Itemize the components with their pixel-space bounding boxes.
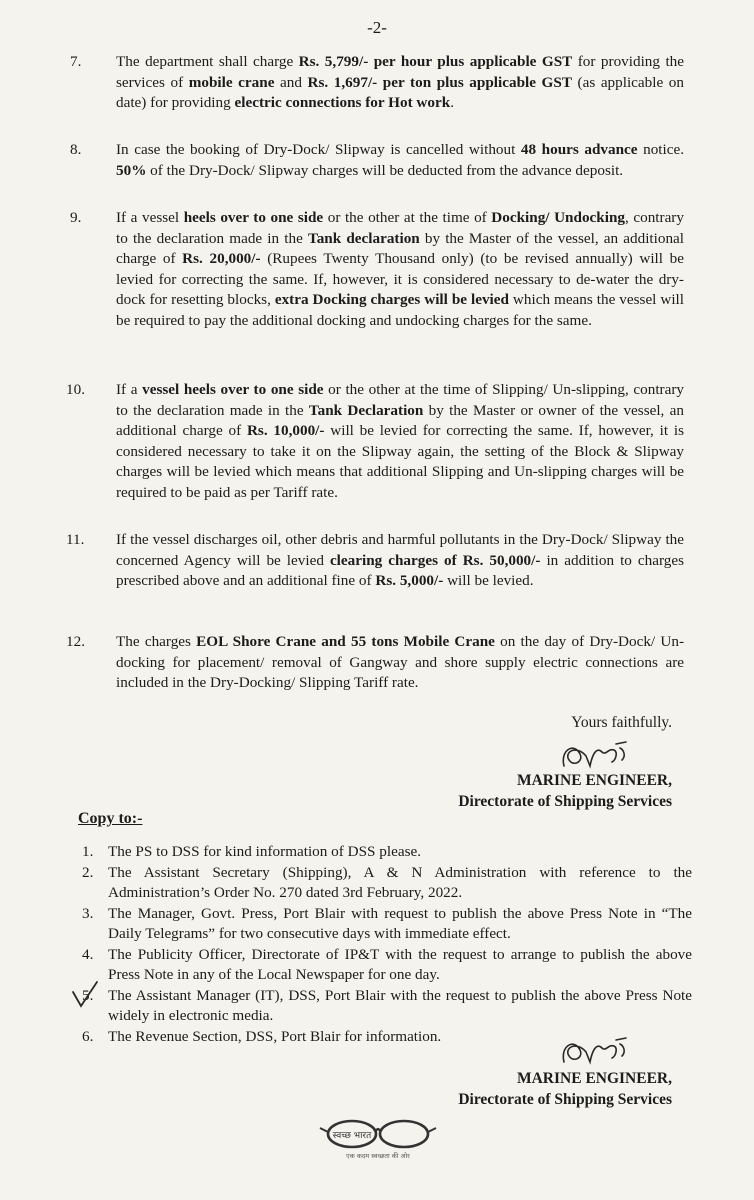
signatory-title: MARINE ENGINEER, [516, 1070, 672, 1087]
text-run: notice. [637, 141, 685, 158]
copy-item-text: The Assistant Secretary (Shipping), A & N Administration with reference to the Administration’s Order No. 270 dated 3rd February, 2022. [108, 863, 692, 901]
bold-text: Rs. 20,000/- [182, 250, 261, 267]
bold-text: 48 hours advance [520, 141, 638, 158]
copy-item [82, 842, 692, 863]
logo-caption: एक कदम स्वच्छता की ओर [346, 1152, 410, 1160]
text-run: In case the booking of Dry-Dock/ Slipway is cancelled without [116, 141, 521, 158]
text-run: , contrary to the declaration made in the [116, 209, 684, 247]
bold-text: Rs. 1,697/- per ton plus applicable GST [307, 73, 572, 91]
paragraph-12 [66, 632, 684, 694]
swachh-bharat-logo [318, 1118, 438, 1165]
paragraph-text [84, 140, 684, 181]
page-number: -2- [367, 18, 387, 37]
bold-text: 50% [116, 161, 147, 179]
text-run: If a [116, 381, 143, 398]
bold-text: Rs. 5,000/- [375, 572, 444, 589]
text-run: will be levied for correcting the same. If, however, it is considered necessary to take it on the Slipway again, the setting of the Block & Slipway charges will be levied which means that additional Slipping and Un-slipping charges will be required to be paid as per Tariff rate. [116, 422, 684, 501]
copy-item-number: 2. [82, 863, 94, 881]
paragraph-text [84, 208, 684, 331]
text-run: or the other at the time of [323, 209, 492, 226]
bold-text: clearing charges of Rs. 50,000/- [329, 551, 541, 569]
text-run: on the day of Dry-Dock/ Un-docking for placement/ removal of Gangway and shore supply electric connections are included in the Dry-Docking/ Slipping Tariff rate. [116, 633, 684, 691]
copy-item-number: 1. [82, 843, 94, 860]
text-run: The charges [116, 633, 197, 650]
paragraph-10 [66, 380, 684, 503]
bold-text: Tank Declaration [308, 401, 424, 419]
signatory-2-block [458, 1068, 672, 1110]
text-run: by the Master or owner of the vessel, an additional charge of [116, 401, 684, 439]
paragraph-8 [70, 140, 685, 181]
paragraph-number: 7. [70, 53, 82, 70]
text-run: will be levied. [443, 572, 534, 589]
copy-to-list [82, 842, 692, 1047]
text-run: in addition to charges prescribed above and an additional fine of [116, 551, 685, 589]
text-run: (Rupees Twenty Thousand only) (to be revised annually) will be levied for correcting the same. If, however, it is considered necessary to de-water the dry-dock for resetting blocks, [116, 250, 684, 308]
spectacles-icon [318, 1118, 438, 1160]
copy-item-number: 4. [82, 945, 94, 963]
copy-item-number: 6. [82, 1027, 94, 1045]
text-run: or the other at the time of Slipping/ Un-slipping, contrary to the declaration made in the [116, 381, 684, 419]
copy-item-number: 5. [82, 986, 94, 1004]
bold-text: Docking/ Undocking [491, 209, 625, 226]
copy-item-text: The Publicity Officer, Directorate of IP&T with the request to arrange to publish the above Press Note in any of the Local Newspaper for one day. [108, 945, 692, 983]
copy-item-number: 3. [82, 904, 94, 922]
check-mark-icon [70, 978, 100, 1012]
paragraph-number: 8. [70, 141, 82, 158]
paragraph-number: 9. [70, 209, 82, 226]
bold-text: Tank declaration [307, 229, 420, 247]
text-run: . [450, 94, 454, 111]
paragraph-9 [70, 208, 684, 331]
bold-text: electric connections for Hot work [234, 94, 451, 111]
copy-item-text: The Revenue Section, DSS, Port Blair for information. [108, 1027, 442, 1045]
text-run: for providing the services of [116, 53, 684, 91]
text-run: of the Dry-Dock/ Slipway charges will be deducted from the advance deposit. [146, 161, 624, 179]
bold-text: vessel heels over to one side [142, 381, 324, 398]
bold-text: extra Docking charges will be levied [274, 291, 509, 308]
paragraph-number: 11. [66, 531, 85, 548]
logo-text: स्वच्छ भारत [332, 1131, 372, 1141]
copy-to-heading: Copy to:- [78, 810, 143, 827]
paragraph-text [84, 380, 684, 503]
copy-item [82, 986, 692, 1027]
closing-salutation: Yours faithfully. [571, 714, 672, 731]
copy-item-text: The Manager, Govt. Press, Port Blair with request to publish the above Press Note in “The Daily Telegrams” for two consecutive days with immediate effect. [108, 904, 692, 942]
paragraph-text [84, 530, 684, 592]
paragraph-7 [70, 52, 684, 114]
text-run: which means the vessel will be required to pay the additional docking and undocking charges for the same. [116, 291, 684, 329]
text-run: (as applicable on date) for providing [116, 73, 684, 111]
copy-item [82, 945, 692, 986]
bold-text: Rs. 5,799/- per hour plus applicable GST [298, 53, 573, 70]
text-run: The department shall charge [116, 53, 299, 70]
bold-text: mobile crane [188, 73, 275, 91]
copy-item-text: The PS to DSS for kind information of DSS please. [108, 843, 422, 860]
text-run: If a vessel [116, 209, 184, 226]
signatory-department: Directorate of Shipping Services [458, 793, 672, 810]
signatory-title: MARINE ENGINEER, [516, 772, 672, 789]
text-run: by the Master of the vessel, an additional charge of [116, 229, 684, 267]
paragraph-number: 10. [66, 381, 85, 398]
paragraph-text [84, 52, 684, 114]
signatory-department: Directorate of Shipping Services [458, 1091, 672, 1108]
paragraph-text [84, 632, 684, 694]
copy-item-text: The Assistant Manager (IT), DSS, Port Blair with the request to publish the above Press Note widely in electronic media. [108, 986, 692, 1024]
copy-item [82, 904, 692, 945]
bold-text: Rs. 10,000/- [246, 422, 325, 439]
signatory-1-block [458, 770, 672, 812]
copy-item [82, 863, 692, 904]
text-run: If the vessel discharges oil, other debris and harmful pollutants in the Dry-Dock/ Slipway the concerned Agency will be levied [116, 531, 684, 569]
paragraph-11 [66, 530, 685, 592]
text-run: and [274, 73, 308, 91]
bold-text: EOL Shore Crane and 55 tons Mobile Crane [196, 633, 495, 650]
paragraph-number: 12. [66, 633, 85, 650]
bold-text: heels over to one side [183, 209, 324, 226]
